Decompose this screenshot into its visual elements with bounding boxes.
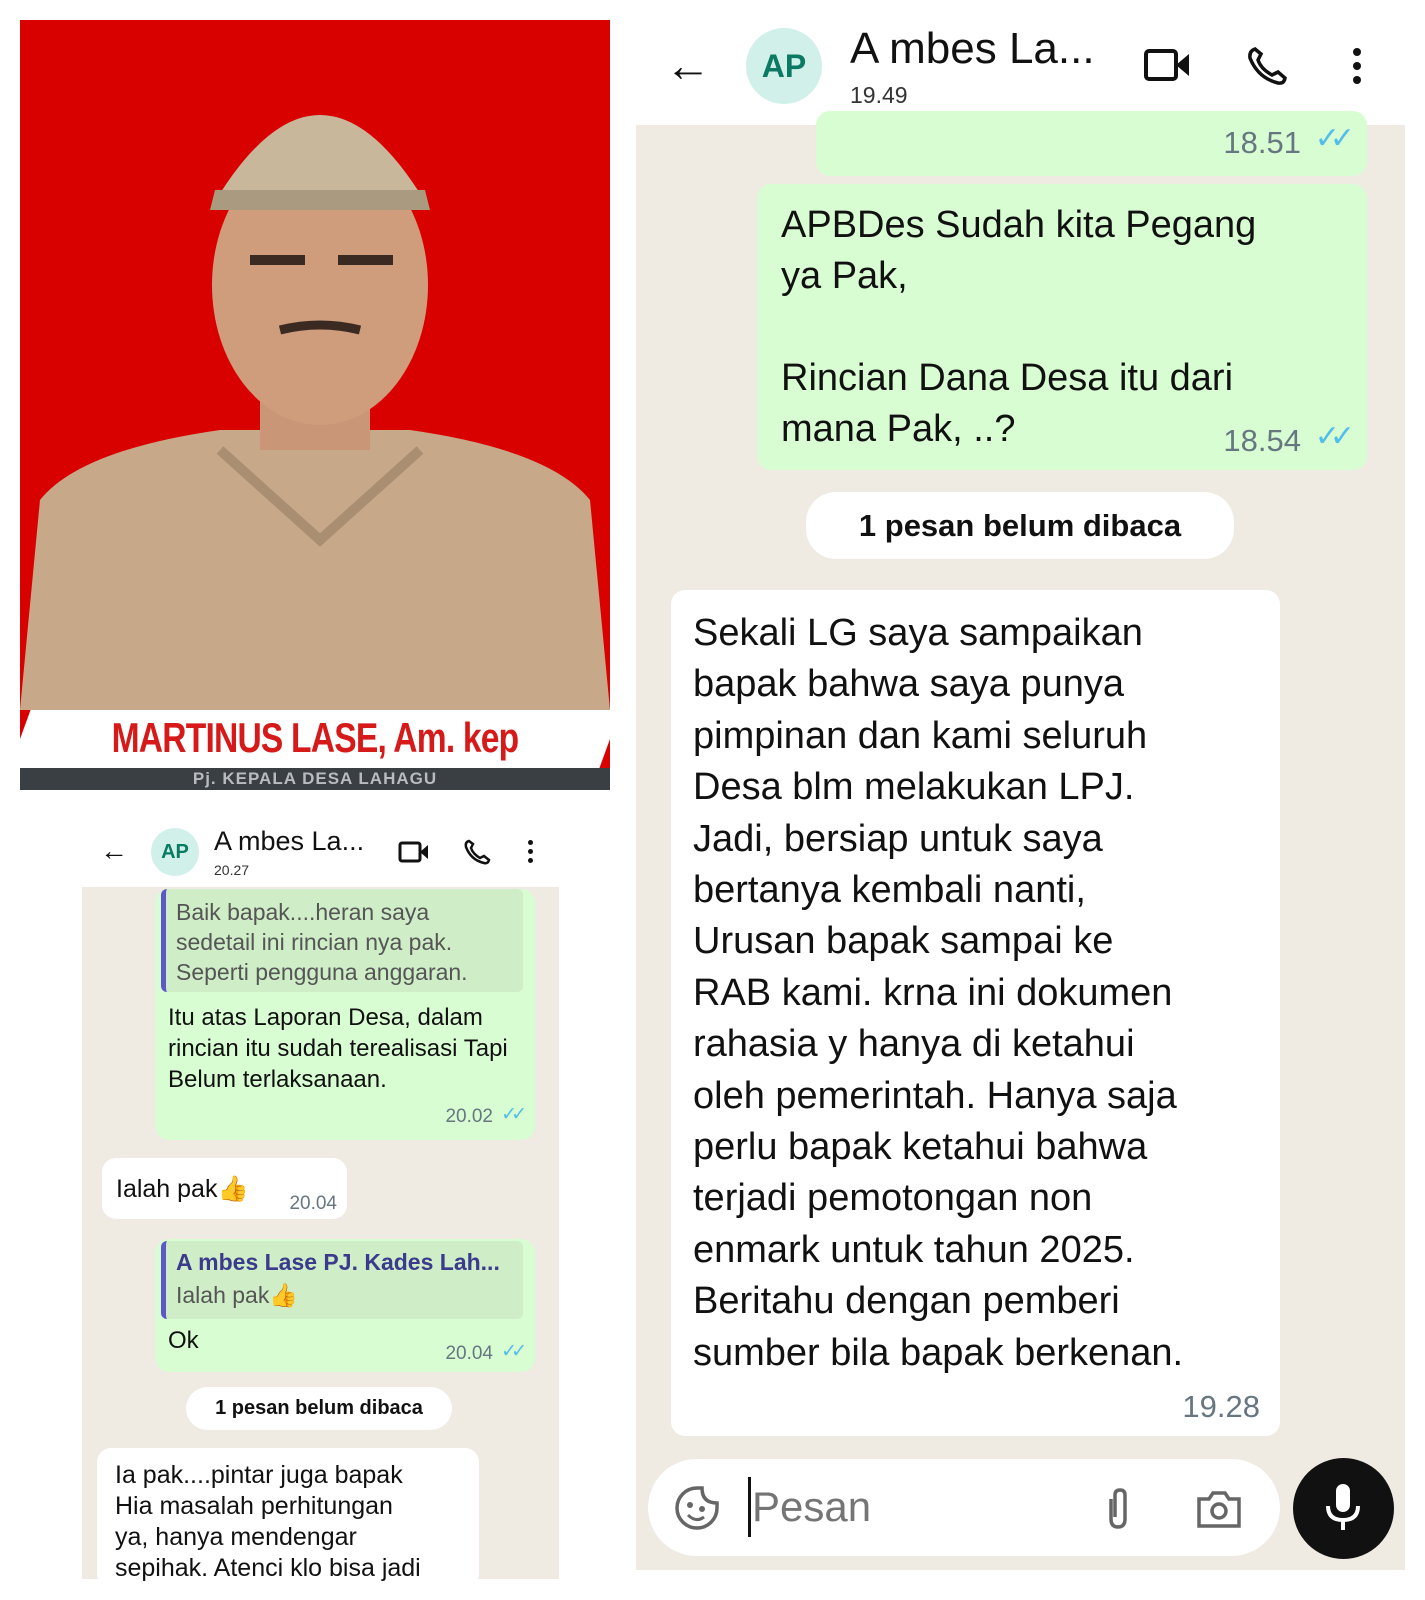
message-time: 19.28 — [1182, 1389, 1260, 1424]
voice-message-button[interactable] — [1293, 1458, 1394, 1559]
message-line: Ia pak....pintar juga bapak — [115, 1461, 403, 1489]
message-line: bapak bahwa saya punya — [693, 663, 1124, 706]
message-line: Urusan bapak sampai ke — [693, 920, 1114, 963]
message-line: Hia masalah perhitungan — [115, 1492, 393, 1520]
read-receipt-icon: ✓✓ — [501, 1341, 521, 1362]
menu-icon[interactable] — [1353, 48, 1361, 84]
message-line: sumber bila bapak berkenan. — [693, 1331, 1184, 1374]
read-receipt-icon: ✓✓ — [501, 1104, 521, 1125]
quoted-message[interactable] — [161, 1241, 523, 1319]
subtitle-text: Pj. KEPALA DESA LAHAGU — [192, 769, 438, 788]
message-line: Beritahu dengan pemberi — [693, 1280, 1120, 1323]
attach-paperclip-icon[interactable] — [1103, 1487, 1133, 1531]
message-line: bertanya kembali nanti, — [693, 869, 1086, 912]
back-button[interactable]: ← — [665, 39, 711, 91]
message-line: mana Pak, ..? — [781, 408, 1016, 450]
message-line: Jadi, bersiap untuk saya — [693, 817, 1103, 860]
phone-icon[interactable] — [463, 838, 491, 866]
message-input[interactable] — [752, 1475, 1082, 1539]
message-line: oleh pemerintah. Hanya saja — [693, 1074, 1177, 1117]
message-line: ya Pak, — [781, 255, 908, 297]
contact-name[interactable]: A mbes La... — [850, 24, 1095, 73]
quote-author: A mbes Lase PJ. Kades Lah... — [176, 1249, 500, 1275]
message-line: Sekali LG saya sampaikan — [693, 612, 1143, 654]
read-receipt-icon: ✓✓ — [1314, 420, 1345, 453]
profile-photo — [20, 20, 610, 790]
message-text: Ok — [168, 1327, 199, 1354]
chat-area-right — [636, 122, 1405, 1570]
message-line: terjadi pemotongan non — [693, 1177, 1093, 1220]
message-bubble-incoming[interactable] — [671, 590, 1280, 1436]
text-cursor — [748, 1477, 751, 1537]
microphone-icon — [1323, 1482, 1363, 1534]
message-text: Itu atas Laporan Desa, dalam rincian itu sudah terealisasi Tapi Belum terlaksanaan. — [168, 1004, 508, 1093]
video-call-icon[interactable] — [1143, 47, 1191, 83]
message-line: Rincian Dana Desa itu dari — [781, 357, 1234, 399]
phone-icon[interactable] — [1246, 45, 1288, 87]
chat-area-left — [82, 887, 559, 1582]
message-bubble-outgoing[interactable] — [816, 111, 1367, 176]
message-bubble-outgoing[interactable] — [757, 184, 1367, 470]
message-bubble-incoming[interactable] — [97, 1448, 479, 1588]
contact-name[interactable]: A mbes La... — [214, 826, 365, 856]
message-line: enmark untuk tahun 2025. — [693, 1228, 1135, 1271]
message-line: RAB kami. krna ini dokumen — [693, 971, 1173, 1014]
message-line: pimpinan dan kami seluruh — [693, 714, 1148, 757]
message-bubble-outgoing[interactable] — [155, 889, 535, 1140]
message-bubble-incoming[interactable] — [102, 1158, 347, 1219]
emoji-sticker-icon[interactable] — [674, 1485, 720, 1531]
message-line: Desa blm melakukan LPJ. — [693, 766, 1135, 809]
message-bubble-outgoing[interactable] — [155, 1239, 535, 1372]
back-button[interactable]: ← — [100, 835, 128, 866]
message-line: perlu bapak ketahui bahwa — [693, 1126, 1148, 1169]
name-banner: MARTINUS LASE, Am. kep — [111, 714, 519, 761]
avatar[interactable]: AP — [151, 828, 199, 876]
message-line: ya, hanya mendengar — [115, 1523, 357, 1551]
menu-icon[interactable] — [528, 840, 534, 863]
message-time: 18.51 — [1223, 125, 1301, 160]
message-blank-line — [781, 302, 1343, 353]
unread-divider: 1 pesan belum dibaca — [186, 1387, 452, 1430]
last-seen: 19.49 — [850, 82, 908, 108]
message-input-bar[interactable] — [648, 1459, 1280, 1556]
avatar[interactable]: AP — [746, 28, 822, 104]
last-seen: 20.27 — [214, 862, 250, 878]
message-time: 20.04 — [445, 1343, 493, 1364]
message-time: 18.54 — [1223, 423, 1301, 458]
read-receipt-icon: ✓✓ — [1314, 122, 1345, 155]
message-line: rahasia y hanya di ketahui — [693, 1023, 1135, 1066]
quote-text: Ialah pak👍 — [176, 1282, 298, 1308]
unread-divider: 1 pesan belum dibaca — [806, 492, 1234, 559]
message-line: APBDes Sudah kita Pegang — [781, 204, 1257, 246]
message-text: Ialah pak👍 — [116, 1175, 249, 1203]
quoted-message[interactable]: Baik bapak....heran saya sedetail ini rincian nya pak. Seperti pengguna anggaran. — [161, 889, 523, 992]
message-time: 20.02 — [445, 1106, 493, 1127]
video-call-icon[interactable] — [398, 840, 430, 864]
portrait-illustration — [20, 20, 610, 710]
message-time: 20.04 — [289, 1193, 337, 1214]
message-line: sepihak. Atenci klo bisa jadi — [115, 1554, 421, 1582]
camera-icon[interactable] — [1196, 1489, 1242, 1529]
